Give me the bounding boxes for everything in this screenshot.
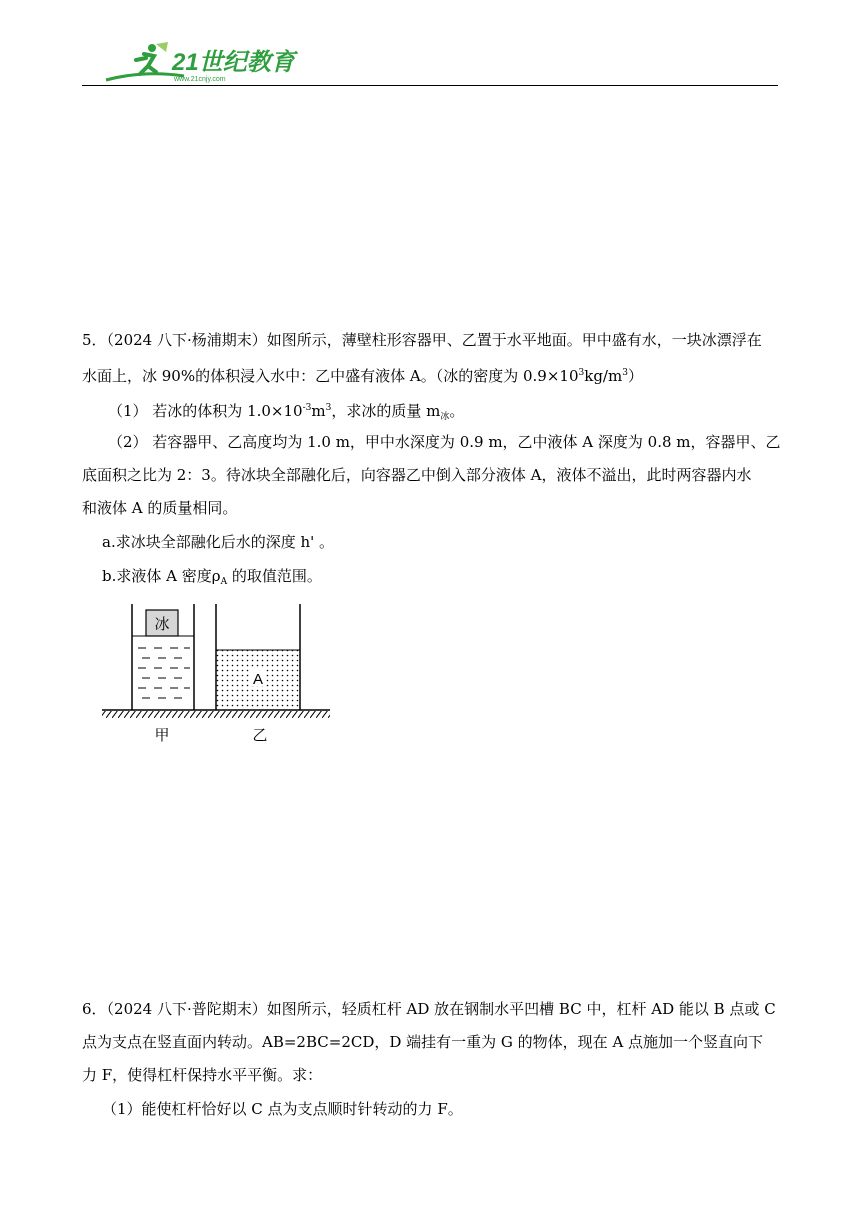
logo-21cnjy — [104, 40, 295, 84]
logo-main-text: 21世纪教育 — [172, 49, 295, 76]
water-dashes — [138, 648, 190, 698]
page-header — [82, 38, 778, 86]
q5-line1: 5．（2024 八下·杨浦期末）如图所示，薄壁柱形容器甲、乙置于水平地面。甲中盛有水，一块冰漂浮在 — [82, 331, 762, 349]
container-jia — [132, 604, 194, 710]
q6-part1: （1）能使杠杆恰好以 C 点为支点顺时针转动的力 F。 — [102, 1100, 463, 1118]
q5-line2: 水面上，冰 90%的体积浸入水中：乙中盛有液体 A。（冰的密度为 $0.9\times 10^3kg/m^3$） — [82, 367, 643, 385]
container-yi — [216, 604, 300, 710]
ice-label: 冰 — [154, 615, 170, 633]
q6-line1: 6．（2024 八下·普陀期末）如图所示，轻质杠杆 AD 放在钢制水平凹槽 BC 中，杠杆 AD 能以 B 点或 C — [82, 1000, 776, 1018]
caption-yi: 乙 — [252, 726, 268, 744]
header-rule — [82, 85, 778, 86]
q5-sub-a: a.求冰块全部融化后水的深度 h' 。 — [102, 533, 335, 551]
q6-line2: 点为支点在竖直面内转动。AB=2BC=2CD，D 端挂有一重为 G 的物体，现在 A 点施加一个竖直向下 — [82, 1033, 764, 1051]
q5-part2-line1: （2） 若容器甲、乙高度均为 1.0 m，甲中水深度为 0.9 m，乙中液体 A 深度为 0.8 m，容器甲、乙 — [108, 433, 781, 451]
containers-figure — [100, 598, 332, 748]
liquid-label: A — [252, 671, 264, 688]
caption-jia: 甲 — [154, 726, 170, 744]
logo-url-text: www.21cnjy.com — [174, 76, 226, 83]
q5-part1: （1） 若冰的体积为 $1.0\times 10^{-3}m^3$，求冰的质量 $m_冰$。 — [108, 402, 465, 422]
ground — [102, 710, 330, 718]
q5-sub-b: b.求液体 A 密度$\rho_A$ 的取值范围。 — [102, 567, 322, 587]
q5-part2-line3: 和液体 A 的质量相同。 — [82, 499, 238, 517]
q6-line3: 力 F，使得杠杆保持水平平衡。求： — [82, 1066, 323, 1084]
q5-part2-line2: 底面积之比为 2：3。待冰块全部融化后，向容器乙中倒入部分液体 A，液体不溢出，此时两容器内水 — [82, 466, 752, 484]
